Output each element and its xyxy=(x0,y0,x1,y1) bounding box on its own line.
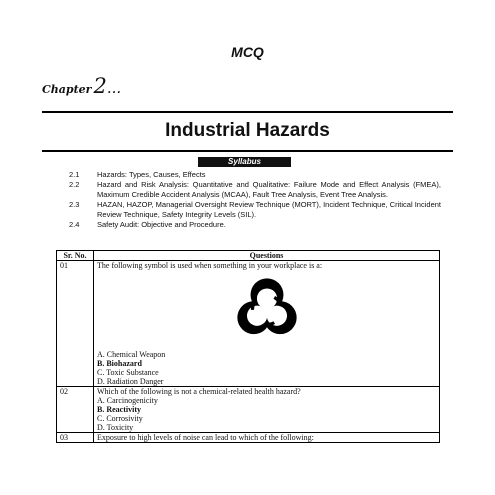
syllabus-item-number: 2.2 xyxy=(69,180,80,189)
syllabus-item-text: Hazards: Types, Causes, Effects xyxy=(97,170,206,179)
chapter-label xyxy=(42,74,121,98)
question-text: Exposure to high levels of noise can lead to which of the following: xyxy=(97,433,314,442)
table-row xyxy=(57,433,440,443)
syllabus-list xyxy=(69,170,441,230)
syllabus-item xyxy=(69,200,441,220)
syllabus-item xyxy=(69,180,441,200)
syllabus-item-number: 2.1 xyxy=(69,170,80,179)
chapter-title: Industrial Hazards xyxy=(165,120,330,141)
row-sr: 02 xyxy=(57,387,94,433)
row-sr: 03 xyxy=(57,433,94,443)
question-figure xyxy=(97,270,436,350)
title-rule-top xyxy=(42,111,453,113)
table-row xyxy=(57,261,440,387)
chapter-dots: ... xyxy=(106,79,122,97)
row-question-cell xyxy=(94,433,440,443)
option-item: D. Radiation Danger xyxy=(97,377,164,386)
row-sr: 01 xyxy=(57,261,94,387)
syllabus-item-text: Safety Audit: Objective and Procedure. xyxy=(97,220,226,229)
option-item: C. Toxic Substance xyxy=(97,368,159,377)
options-list xyxy=(97,350,436,386)
option-item: A. Chemical Weapon xyxy=(97,350,166,359)
row-question-cell xyxy=(94,261,440,387)
chapter-number: 2 xyxy=(93,74,107,98)
chapter-word: Chapter xyxy=(42,83,92,96)
mcq-heading: MCQ xyxy=(231,44,264,60)
option-item-correct: B. Reactivity xyxy=(97,405,141,414)
options-list xyxy=(97,396,436,432)
question-text: The following symbol is used when something in your workplace is a: xyxy=(97,261,323,270)
syllabus-item-text: Hazard and Risk Analysis: Quantitative and Qualitative: Failure Mode and Effect Analysis (FMEA), Maximum Credible Accident Analysis (MCAA), Fault Tree Analysis, Event Tree Analysis. xyxy=(97,180,441,199)
question-text: Which of the following is not a chemical-related health hazard? xyxy=(97,387,301,396)
table-header-row xyxy=(57,251,440,261)
header-questions: Questions xyxy=(94,251,440,261)
syllabus-item-number: 2.3 xyxy=(69,200,80,209)
syllabus-badge: Syllabus xyxy=(198,157,291,167)
syllabus-item-number: 2.4 xyxy=(69,220,80,229)
syllabus-item xyxy=(69,220,441,230)
header-sr-no: Sr. No. xyxy=(57,251,94,261)
option-item-correct: B. Biohazard xyxy=(97,359,142,368)
questions-table xyxy=(56,250,440,443)
option-item: A. Carcinogenicity xyxy=(97,396,158,405)
table-row xyxy=(57,387,440,433)
title-rule-bottom xyxy=(42,150,453,152)
biohazard-icon xyxy=(229,272,305,348)
syllabus-item xyxy=(69,170,441,180)
option-item: C. Corrosivity xyxy=(97,414,143,423)
syllabus-item-text: HAZAN, HAZOP, Managerial Oversight Review Technique (MORT), Incident Technique, Critical Incident Review Technique, Safety Integrity Levels (SIL). xyxy=(97,200,441,219)
row-question-cell xyxy=(94,387,440,433)
option-item: D. Toxicity xyxy=(97,423,134,432)
